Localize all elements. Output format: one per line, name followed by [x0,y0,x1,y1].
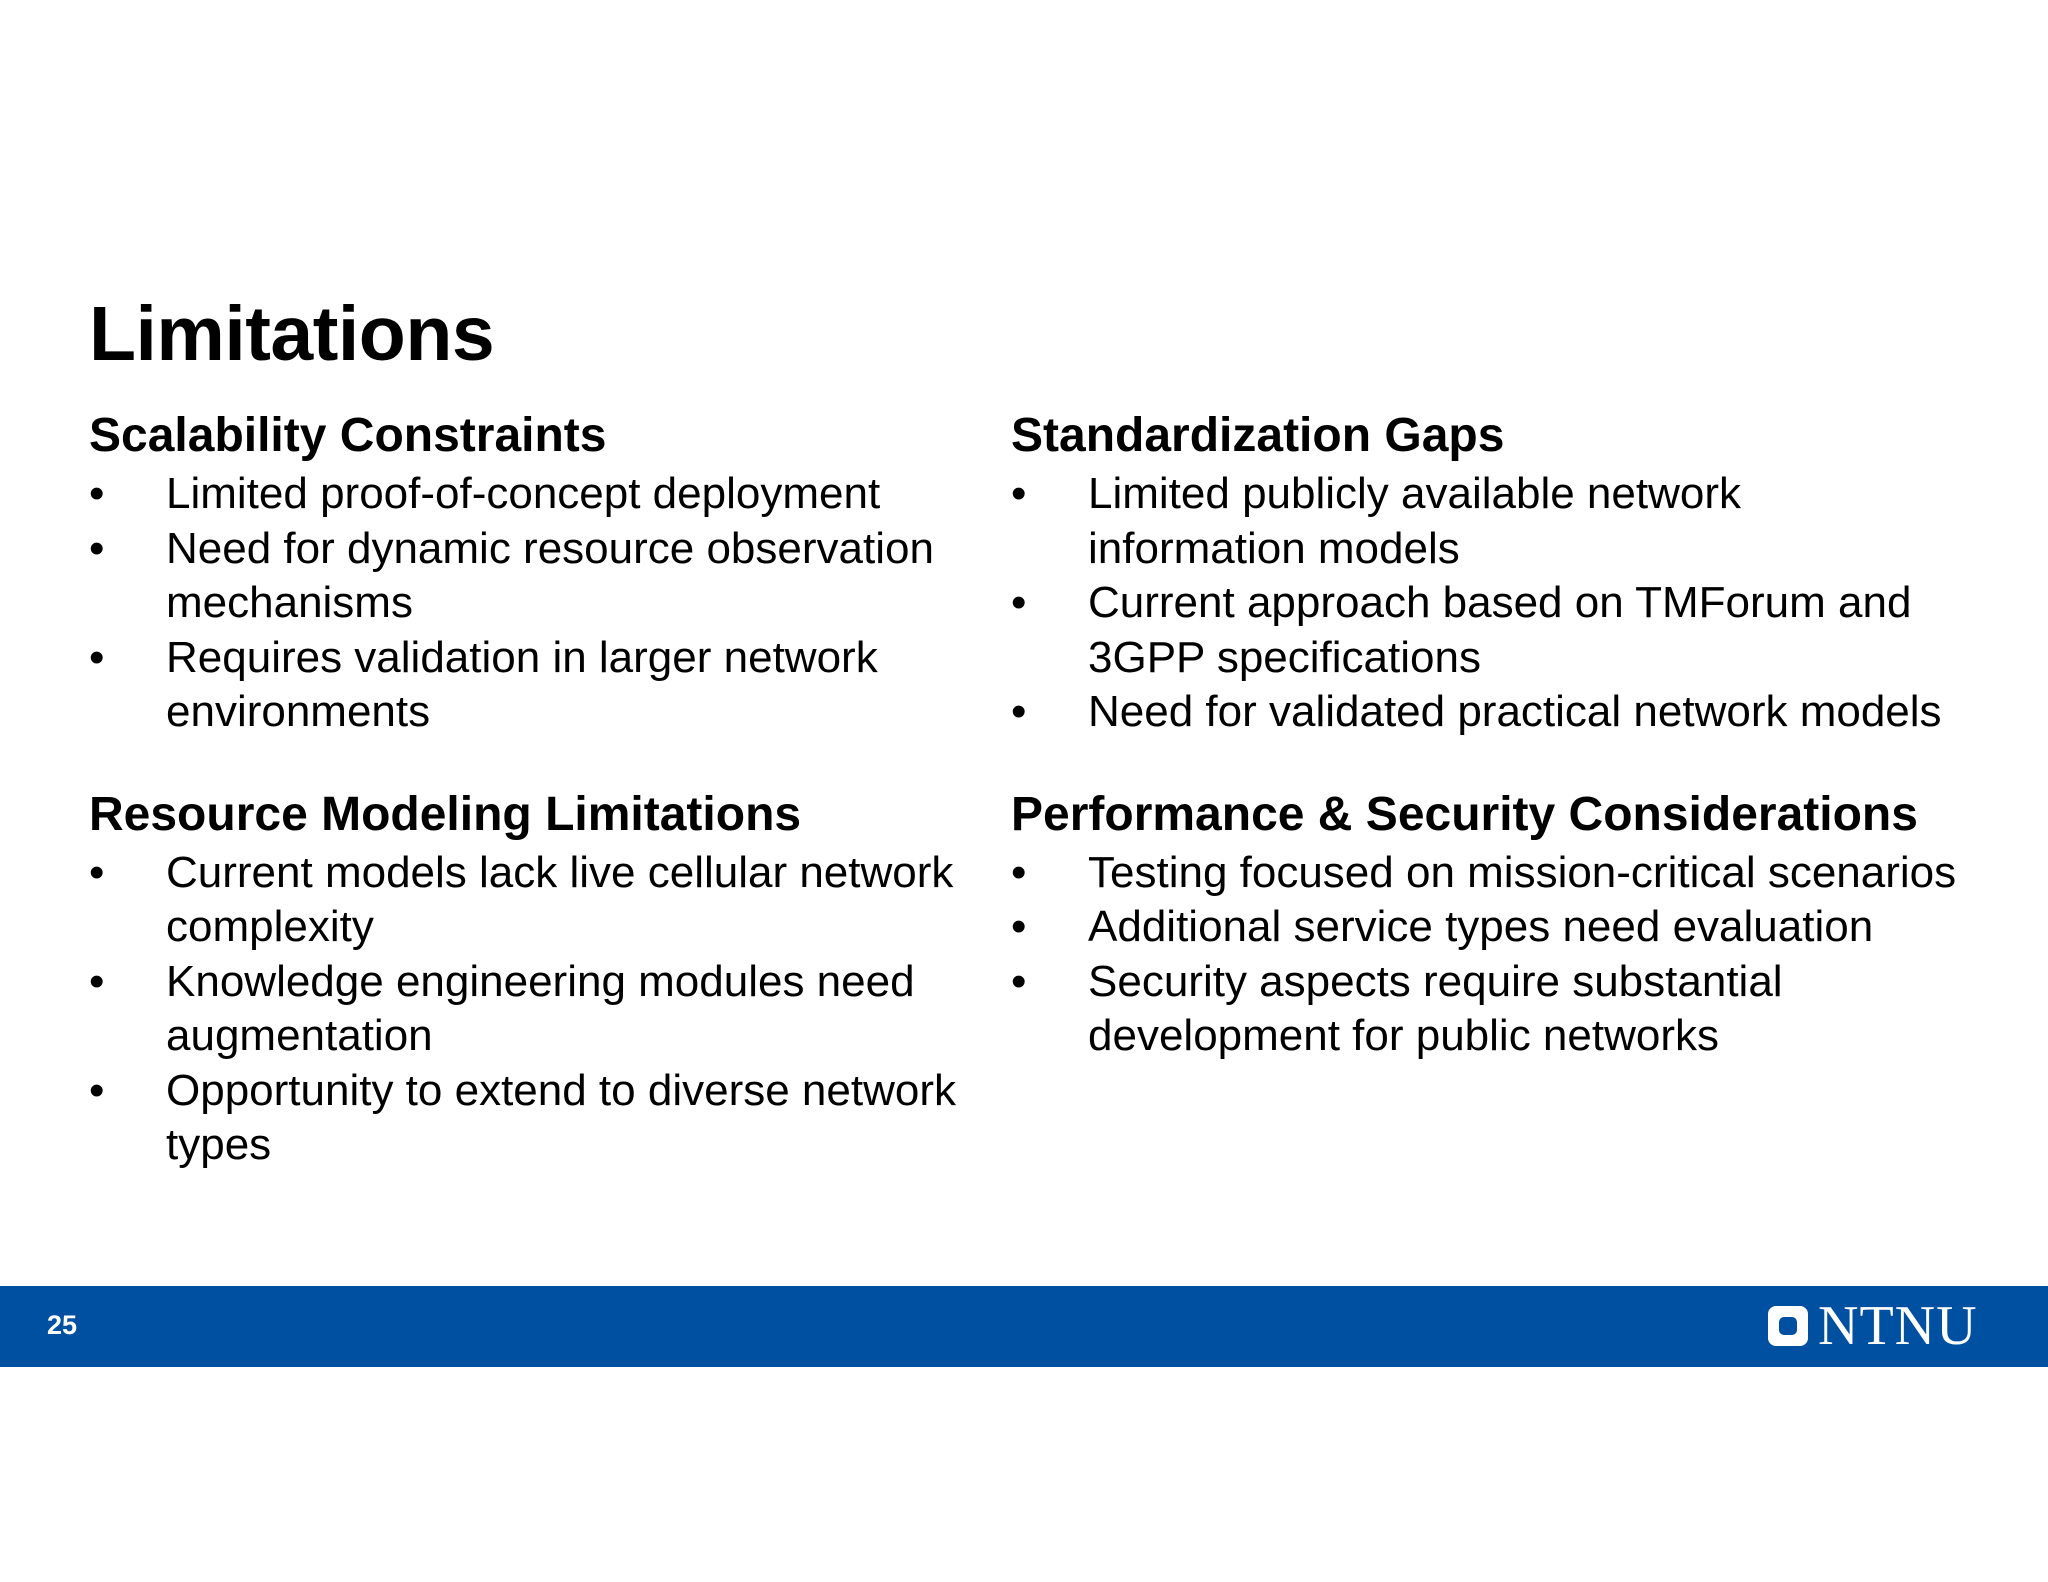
section-heading-resource-modeling: Resource Modeling Limitations [89,787,802,841]
bullet-text: Testing focused on mission-critical scenarios [1088,847,1957,897]
bullet-text: Current models lack live cellular network complexity [166,847,954,951]
bullet-text: Current approach based on TMForum and 3GPP specifications [1088,578,1912,682]
right-column [1011,405,1961,1064]
bullet-marker: • [89,1065,105,1115]
bullet-text: Limited publicly available network information models [1088,469,1741,573]
list-item [89,846,1009,955]
section-heading-performance-security: Performance & Security Considerations [1011,787,1918,841]
bullet-marker: • [1011,902,1027,951]
list-item [89,955,1009,1064]
bullet-marker: • [1011,687,1027,736]
bullet-marker: • [1011,847,1027,897]
list-item [1011,467,1961,576]
section-spacer [1011,740,1961,784]
list-item [89,522,1009,631]
list-item [1011,576,1961,685]
bullet-marker: • [1011,578,1027,627]
list-item [1011,685,1961,740]
bullet-text: Requires validation in larger network environments [166,632,878,736]
bullet-marker: • [89,469,105,518]
footer-bar [0,1286,2048,1367]
left-column [89,405,1009,1173]
slide-title: Limitations [89,291,495,377]
list-item [89,1064,1009,1173]
bullet-list-performance-security [1011,846,1961,1064]
section-heading-standardization: Standardization Gaps [1011,409,1505,462]
list-item [89,467,1009,522]
list-item [1011,955,1961,1064]
bullet-marker: • [89,632,105,682]
bullet-text: Need for validated practical network models [1088,687,1942,736]
bullet-marker: • [1011,469,1027,518]
bullet-list-scalability [89,467,1009,740]
bullet-text: Limited proof-of-concept deployment [166,469,881,518]
logo-text: NTNU [1818,1295,1978,1357]
bullet-text: Security aspects require substantial development for public networks [1088,956,1783,1060]
page-number: 25 [47,1310,78,1340]
bullet-list-resource-modeling [89,846,1009,1173]
bullet-marker: • [1011,956,1027,1006]
section-spacer [89,740,1009,784]
list-item [1011,846,1961,901]
ntnu-logo [1768,1295,1978,1357]
bullet-text: Opportunity to extend to diverse network types [166,1065,956,1169]
bullet-list-standardization [1011,467,1961,740]
bullet-text: Additional service types need evaluation [1088,902,1874,951]
ntnu-logo-icon [1768,1306,1808,1346]
bullet-marker: • [89,847,105,897]
bullet-marker: • [89,956,105,1006]
bullet-text: Need for dynamic resource observation mechanisms [166,523,934,627]
list-item [1011,900,1961,955]
bullet-marker: • [89,523,105,573]
bullet-text: Knowledge engineering modules need augmentation [166,956,915,1060]
list-item [89,631,1009,740]
section-heading-scalability: Scalability Constraints [89,409,607,462]
